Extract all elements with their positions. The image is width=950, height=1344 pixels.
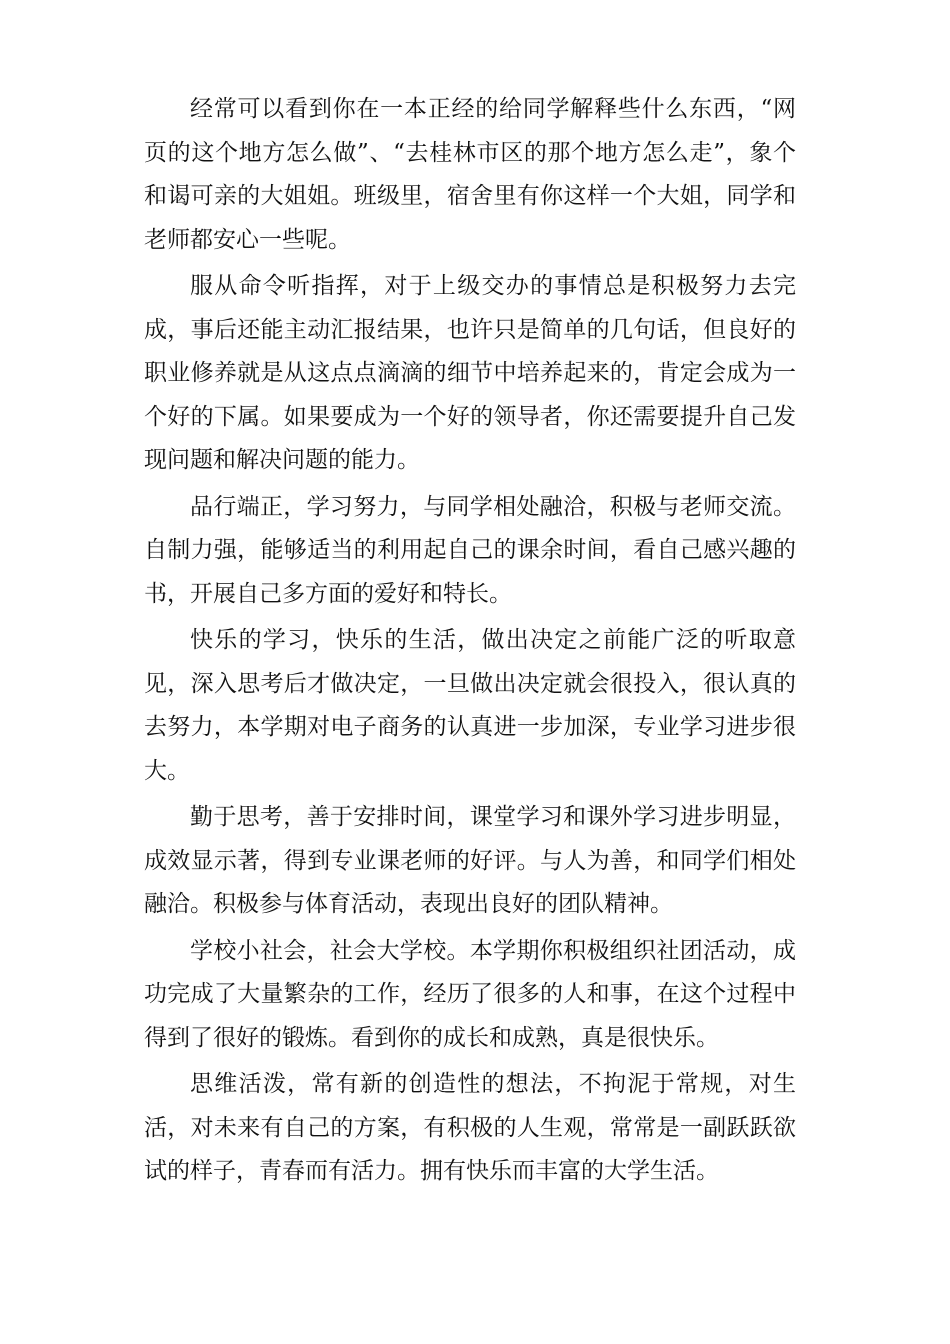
- paragraph-2: 服从命令听指挥，对于上级交办的事情总是积极努力去完成，事后还能主动汇报结果，也许只是简单的几句话，但良好的职业修养就是从这点点滴滴的细节中培养起来的，肯定会成为一个好的下属。如果要成为一个好的领导者，你还需要提升自己发现问题和解决问题的能力。: [144, 273, 796, 473]
- paragraph-3: 品行端正，学习努力，与同学相处融洽，积极与老师交流。自制力强，能够适当的利用起自己的课余时间，看自己感兴趣的书，开展自己多方面的爱好和特长。: [144, 493, 796, 607]
- paragraph-5: 勤于思考，善于安排时间，课堂学习和课外学习进步明显，成效显示著，得到专业课老师的好评。与人为善，和同学们相处融洽。积极参与体育活动，表现出良好的团队精神。: [144, 804, 796, 917]
- paragraph-7: 思维活泼，常有新的创造性的想法，不拘泥于常规，对生活，对未来有自己的方案，有积极的人生观，常常是一副跃跃欲试的样子，青春而有活力。拥有快乐而丰富的大学生活。: [144, 1071, 796, 1184]
- paragraph-1: 经常可以看到你在一本正经的给同学解释些什么东西，“网页的这个地方怎么做”、“去桂林市区的那个地方怎么走”，象个和谒可亲的大姐姐。班级里，宿舍里有你这样一个大姐，同学和老师都安心一些呢。: [144, 96, 796, 253]
- document-body: [144, 88, 796, 1197]
- paragraph-6: 学校小社会，社会大学校。本学期你积极组织社团活动，成功完成了大量繁杂的工作，经历了很多的人和事，在这个过程中得到了很好的锻炼。看到你的成长和成熟，真是很快乐。: [144, 937, 796, 1051]
- paragraph-4: 快乐的学习，快乐的生活，做出决定之前能广泛的听取意见，深入思考后才做决定，一旦做出决定就会很投入，很认真的去努力，本学期对电子商务的认真进一步加深，专业学习进步很大。: [144, 627, 796, 784]
